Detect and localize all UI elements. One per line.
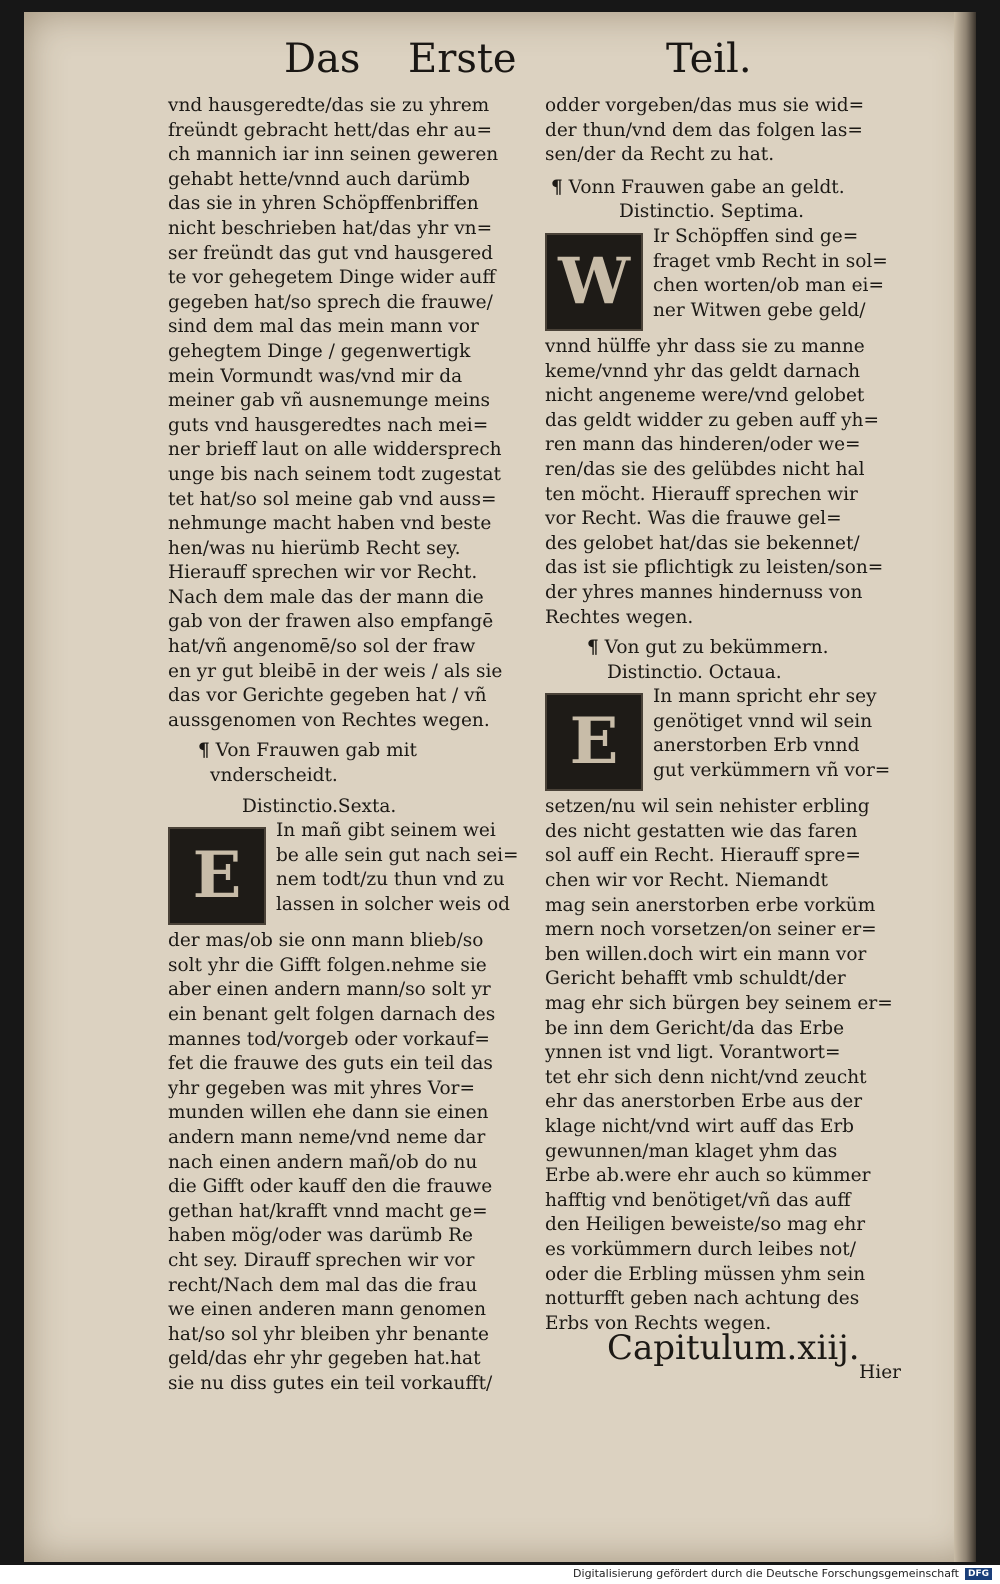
text-line: mag sein anerstorben erbe vorküm <box>545 894 876 916</box>
text-line: tet ehr sich denn nicht/vnd zeucht <box>545 1066 867 1088</box>
text-line: nach einen andern mañ/ob do nu <box>168 1151 478 1173</box>
text-line: gethan hat/krafft vnnd macht ge= <box>168 1200 488 1222</box>
text-line: ser freündt das gut vnd hausgered <box>168 242 493 264</box>
text-line: hen/was nu hierümb Recht sey. <box>168 537 461 559</box>
text-line: fet die frauwe des guts ein teil das <box>168 1053 493 1075</box>
text-line: sol auff ein Recht. Hierauff spre= <box>545 845 861 867</box>
text-line: haben mög/oder was darümb Re <box>168 1225 473 1247</box>
text-line: mein Vormundt was/vnd mir da <box>168 365 463 387</box>
text-line: nicht angeneme were/vnd gelobet <box>545 385 865 407</box>
text-line: sen/der da Recht zu hat. <box>545 144 775 166</box>
rubric-line <box>545 176 905 201</box>
page-gutter <box>954 12 976 1562</box>
text-line: aber einen andern mann/so solt yr <box>168 979 491 1001</box>
text-line: der mas/ob sie onn mann blieb/so <box>168 930 484 952</box>
text-line: notturfft geben nach achtung des <box>545 1288 860 1310</box>
text-line: solt yhr die Gifft folgen.nehme sie <box>168 954 487 976</box>
text-line: ein benant gelt folgen darnach des <box>168 1004 496 1025</box>
text-line: der yhres mannes hindernuss von <box>545 581 863 603</box>
text-line: freündt gebracht hett/das ehr au= <box>168 119 492 141</box>
text-line: mag ehr sich bürgen bey seinem er= <box>545 993 893 1015</box>
text-line: unge bis nach seinem todt zugestat <box>168 463 501 485</box>
text-line: ner Witwen gebe geld/ <box>653 299 866 321</box>
text-line: vnnd hülffe yhr dass sie zu manne <box>545 335 865 357</box>
text-line: yhr gegeben was mit yhres Vor= <box>168 1077 475 1099</box>
text-line: chen worten/ob man ei= <box>653 275 884 297</box>
text-line: Rechtes wegen. <box>545 606 694 628</box>
text-line: gewunnen/man klaget yhm das <box>545 1140 838 1162</box>
text-line: keme/vnnd yhr das geldt darnach <box>545 360 861 382</box>
pilcrow-icon: ¶ <box>551 176 563 198</box>
decorated-initial: E <box>168 827 266 925</box>
text-line: Ir Schöpffen sind ge= <box>653 225 859 247</box>
text-line: guts vnd hausgeredtes nach mei= <box>168 414 489 436</box>
running-head-das: Das <box>284 36 361 82</box>
footer-credit <box>573 1567 992 1580</box>
text-line: munden willen ehe dann sie einen <box>168 1102 489 1124</box>
dfg-logo: DFG <box>965 1568 992 1580</box>
running-head-erste: Erste <box>408 36 517 82</box>
text-line: en yr gut bleibē in der weis / als sie <box>168 660 503 682</box>
text-line: gut verkümmern vñ vor= <box>653 760 891 782</box>
rubric-gut-bekuemmern: Von gut zu bekümmern. <box>604 637 829 659</box>
text-line: tet hat/so sol meine gab vnd auss= <box>168 488 497 510</box>
right-text-block-3 <box>545 335 905 630</box>
text-line: ren mann das hinderen/oder we= <box>545 434 861 456</box>
text-line: aussgenomen von Rechtes wegen. <box>168 709 490 731</box>
text-line: des gelobet hat/das sie bekennet/ <box>545 532 860 554</box>
text-line: geld/das ehr yhr gegeben hat.hat <box>168 1348 481 1370</box>
text-line: te vor gehegetem Dinge wider auff <box>168 267 496 289</box>
text-line: Hierauff sprechen wir vor Recht. <box>168 562 478 584</box>
text-line: ren/das sie des gelübdes nicht hal <box>545 458 865 480</box>
text-line: das ist sie pflichtigk zu leisten/son= <box>545 557 884 579</box>
right-column <box>545 94 905 1386</box>
text-line: nem todt/zu thun vnd zu <box>276 869 505 891</box>
text-line: sind dem mal das mein mann vor <box>168 316 479 338</box>
rubric-line <box>168 739 533 764</box>
text-line: die Gifft oder kauff den die frauwe <box>168 1176 493 1198</box>
text-line: klage nicht/vnd wirt auff das Erb <box>545 1116 855 1137</box>
text-line: nicht beschrieben hat/das yhr vn= <box>168 217 493 239</box>
text-line: das geldt widder zu geben auff yh= <box>545 409 879 431</box>
rubric-distinctio-sexta: Distinctio.Sexta. <box>242 795 397 817</box>
text-line: ben willen.doch wirt ein mann vor <box>545 943 867 965</box>
text-line: mern noch vorsetzen/on seiner er= <box>545 919 877 941</box>
text-line: cht sey. Dirauff sprechen wir vor <box>168 1249 475 1271</box>
text-line: fraget vmb Recht in sol= <box>653 250 888 272</box>
text-line: oder die Erbling müssen yhm sein <box>545 1263 866 1285</box>
text-line: genötiget vnnd wil sein <box>653 710 873 732</box>
text-line: mannes tod/vorgeb oder vorkauf= <box>168 1028 490 1050</box>
text-line: es vorkümmern durch leibes not/ <box>545 1238 856 1260</box>
right-text-block-5 <box>545 795 905 1336</box>
rubric-distinctio-octaua: Distinctio. Octaua. <box>607 661 782 683</box>
text-line: lassen in solcher weis od <box>276 894 510 915</box>
text-line: Gericht behafft vmb schuldt/der <box>545 968 846 990</box>
text-line: andern mann neme/vnd neme dar <box>168 1126 486 1148</box>
text-line: In mann spricht ehr sey <box>653 686 877 708</box>
decorated-initial: E <box>545 693 643 791</box>
text-line: In mañ gibt seinem wei <box>276 820 496 842</box>
text-line: hat/vñ angenomē/so sol der fraw <box>168 636 476 658</box>
text-line: gab von der frawen also empfangē <box>168 611 494 633</box>
text-line: den Heiligen beweiste/so mag ehr <box>545 1214 866 1236</box>
left-column <box>168 94 533 1397</box>
text-line: das sie in yhren Schöpffenbriffen <box>168 193 479 215</box>
left-text-block-3 <box>168 929 533 1396</box>
text-line: setzen/nu wil sein nehister erbling <box>545 796 870 818</box>
text-line: des nicht gestatten wie das faren <box>545 820 858 842</box>
text-line: recht/Nach dem mal das die frau <box>168 1274 478 1296</box>
catchword: Hier <box>859 1361 901 1383</box>
text-line: gegeben hat/so sprech die frauwe/ <box>168 291 493 313</box>
text-line: be inn dem Gericht/da das Erbe <box>545 1017 845 1039</box>
text-line: we einen anderen mann genomen <box>168 1299 487 1321</box>
text-line: sie nu diss gutes ein teil vorkaufft/ <box>168 1372 493 1394</box>
chapter-heading: Capitulum.xiij. <box>607 1328 860 1369</box>
text-line: Erbe ab.were ehr auch so kümmer <box>545 1165 871 1187</box>
running-head-teil: Teil. <box>666 36 752 82</box>
text-line: der thun/vnd dem das folgen las= <box>545 119 863 141</box>
text-line: hat/so sol yhr bleiben yhr benante <box>168 1323 489 1345</box>
text-line: anerstorben Erb vnnd <box>653 735 860 757</box>
text-line: ten möcht. Hierauff sprechen wir <box>545 483 858 505</box>
text-line: ehr das anerstorben Erbe aus der <box>545 1091 863 1113</box>
left-text-block-1 <box>168 94 533 733</box>
text-line: hafftig vnd benötiget/vñ das auff <box>545 1189 851 1211</box>
right-text-block-1 <box>545 94 905 168</box>
rubric-frauwen-gab: Von Frauwen gab mit <box>215 740 417 762</box>
pilcrow-icon: ¶ <box>587 637 599 659</box>
text-line: chen wir vor Recht. Niemandt <box>545 870 828 892</box>
text-line: gehabt hette/vnnd auch darümb <box>168 168 470 190</box>
rubric-line <box>545 636 905 661</box>
text-line: nehmunge macht haben vnd beste <box>168 513 492 535</box>
rubric-frauwen-geldt: Vonn Frauwen gabe an geldt. <box>568 176 845 198</box>
text-line: meiner gab vñ ausnemunge meins <box>168 390 490 412</box>
text-line: ynnen ist vnd ligt. Vorantwort= <box>545 1042 841 1064</box>
decorated-initial: W <box>545 233 643 331</box>
text-line: Nach dem male das der mann die <box>168 586 484 608</box>
text-line: be alle sein gut nach sei= <box>276 844 519 866</box>
footer-text: Digitalisierung gefördert durch die Deutsche Forschungsgemeinschaft <box>573 1567 959 1580</box>
text-line: odder vorgeben/das mus sie wid= <box>545 95 865 116</box>
text-line: vor Recht. Was die frauwe gel= <box>545 508 842 530</box>
text-line: vnd hausgeredte/das sie zu yhrem <box>168 95 490 116</box>
text-line: ner brieff laut on alle widdersprech <box>168 439 502 461</box>
text-line: Erbs von Rechts wegen. <box>545 1312 772 1334</box>
text-line: das vor Gerichte gegeben hat / vñ <box>168 685 487 707</box>
rubric-distinctio-septima: Distinctio. Septima. <box>619 201 805 223</box>
pilcrow-icon: ¶ <box>198 740 210 762</box>
rubric-vnderscheidt: vnderscheidt. <box>210 765 338 787</box>
text-line: ch mannich iar inn seinen geweren <box>168 144 499 166</box>
text-line: gehegtem Dinge / gegenwertigk <box>168 340 471 362</box>
